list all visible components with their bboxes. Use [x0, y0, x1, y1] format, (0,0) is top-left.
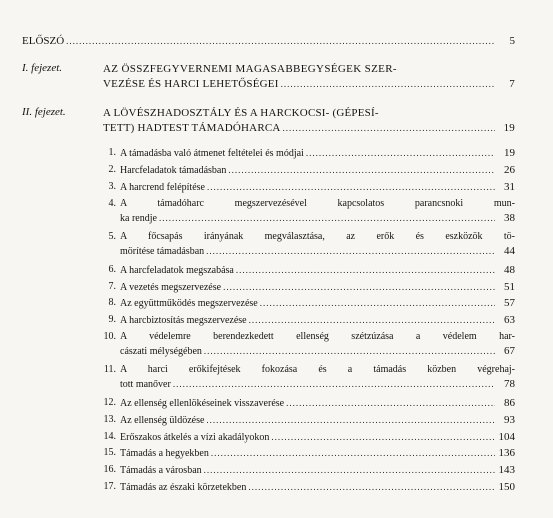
section-number: 12. — [103, 397, 116, 408]
section-entry-10 — [101, 330, 515, 359]
chapter-label: II. fejezet. — [22, 106, 66, 118]
dot-leader — [211, 446, 495, 460]
section-title: A támadásba való átmenet feltételei és módjai — [120, 148, 304, 159]
dot-leader — [286, 396, 495, 410]
section-title: Erőszakos átkelés a vízi akadályokon — [120, 432, 270, 443]
chapter-page-number: 19 — [503, 121, 515, 134]
section-title: A harcbiztosítás megszervezése — [120, 315, 247, 326]
section-entry-15 — [101, 446, 515, 461]
section-page-number: 57 — [504, 297, 515, 309]
section-entry-16 — [101, 463, 515, 478]
section-number: 2. — [108, 164, 116, 175]
dot-leader — [159, 211, 495, 225]
section-number: 14. — [103, 431, 116, 442]
dot-leader — [223, 280, 495, 294]
dot-leader — [206, 244, 495, 258]
dot-leader — [236, 263, 495, 277]
section-number: 10. — [103, 331, 116, 342]
dot-leader — [66, 34, 495, 48]
section-page-number: 78 — [504, 378, 515, 390]
dot-leader — [204, 463, 495, 477]
section-entry-7 — [101, 280, 515, 295]
section-number: 9. — [108, 314, 116, 325]
chapter-title-line: AZ ÖSSZFEGYVERNEMI MAGASABBEGYSÉGEK SZER- — [103, 63, 397, 75]
section-entry-2 — [101, 163, 515, 178]
section-number: 16. — [103, 464, 116, 475]
section-entry-17 — [101, 480, 515, 495]
section-entry-9 — [101, 313, 515, 328]
chapter-title-line: A LÖVÉSZHADOSZTÁLY ÉS A HARCKOCSI- (GÉPESÍ- — [103, 107, 379, 119]
section-number: 5. — [108, 231, 116, 242]
section-number: 3. — [108, 181, 116, 192]
section-entry-6 — [101, 263, 515, 278]
chapter-page-number: 7 — [509, 77, 515, 90]
section-number: 13. — [103, 414, 116, 425]
section-page-number: 38 — [504, 212, 515, 224]
dot-leader — [249, 313, 495, 327]
section-page-number: 136 — [498, 447, 515, 459]
section-entry-12 — [101, 396, 515, 411]
section-title: cászati mélységében — [120, 346, 202, 357]
dot-leader — [271, 430, 495, 444]
section-title: Támadás a városban — [120, 465, 202, 476]
dot-leader — [204, 344, 495, 358]
dot-leader — [206, 413, 495, 427]
section-title: Az együttműködés megszervezése — [120, 298, 258, 309]
dot-leader — [283, 121, 495, 136]
section-title: A harcfeladatok megszabása — [120, 265, 234, 276]
section-page-number: 93 — [504, 414, 515, 426]
section-number: 1. — [108, 147, 116, 158]
section-number: 7. — [108, 281, 116, 292]
section-title: ka rendje — [120, 213, 157, 224]
preface-entry — [22, 34, 515, 48]
section-entry-4 — [101, 197, 515, 226]
dot-leader — [281, 77, 495, 92]
section-number: 17. — [103, 481, 116, 492]
section-number: 6. — [108, 264, 116, 275]
section-page-number: 150 — [498, 481, 515, 493]
dot-leader — [306, 146, 495, 160]
section-page-number: 44 — [504, 245, 515, 257]
section-page-number: 104 — [498, 431, 515, 443]
chapter-title-line: VEZÉSE ÉS HARCI LEHETŐSÉGEI — [103, 77, 279, 90]
section-title: Támadás a hegyekben — [120, 448, 209, 459]
section-page-number: 51 — [504, 281, 515, 293]
chapter-label: I. fejezet. — [22, 62, 63, 74]
section-number: 4. — [108, 198, 116, 209]
section-title: A harci erőkifejtések fokozása és a támadás közben végrehaj- — [120, 364, 515, 375]
dot-leader — [207, 180, 495, 194]
section-entry-14 — [101, 430, 515, 445]
dot-leader — [248, 480, 495, 494]
section-page-number: 31 — [504, 181, 515, 193]
section-title: mörítése támadásban — [120, 246, 205, 257]
section-page-number: 63 — [504, 314, 515, 326]
section-title: Harcfeladatok támadásban — [120, 165, 227, 176]
section-title: Az ellenség ellenlökéseinek visszaverése — [120, 398, 285, 409]
preface-page-number: 5 — [509, 35, 515, 47]
section-page-number: 67 — [504, 345, 515, 357]
section-entry-8 — [101, 296, 515, 311]
section-title: A vezetés megszervezése — [120, 282, 222, 293]
section-title: A főcsapás irányának megválasztása, az erők és eszközök tö- — [120, 231, 515, 242]
section-title: A védelemre berendezkedett ellenség szétzúzása a védelem har- — [120, 331, 515, 342]
preface-title: ELŐSZÓ — [22, 35, 65, 47]
section-title: tott manőver — [120, 379, 171, 390]
section-page-number: 143 — [498, 464, 515, 476]
section-number: 15. — [103, 447, 116, 458]
dot-leader — [228, 163, 495, 177]
section-entry-11 — [101, 363, 515, 392]
section-page-number: 48 — [504, 264, 515, 276]
section-page-number: 86 — [504, 397, 515, 409]
section-title: Támadás az északi körzetekben — [120, 482, 247, 493]
section-entry-1 — [101, 146, 515, 161]
dot-leader — [173, 377, 495, 391]
section-entry-3 — [101, 180, 515, 195]
section-title: A támadóharc megszervezésével kapcsolatos parancsnoki mun- — [120, 198, 515, 209]
dot-leader — [260, 296, 495, 310]
section-number: 11. — [103, 364, 116, 375]
section-entry-5 — [101, 230, 515, 259]
section-page-number: 19 — [504, 147, 515, 159]
section-page-number: 26 — [504, 164, 515, 176]
section-title: Az ellenség üldözése — [120, 415, 205, 426]
chapter-title-line: TETT) HADTEST TÁMADÓHARCA — [103, 121, 281, 134]
section-entry-13 — [101, 413, 515, 428]
section-title: A harcrend felépítése — [120, 182, 205, 193]
section-number: 8. — [108, 297, 116, 308]
